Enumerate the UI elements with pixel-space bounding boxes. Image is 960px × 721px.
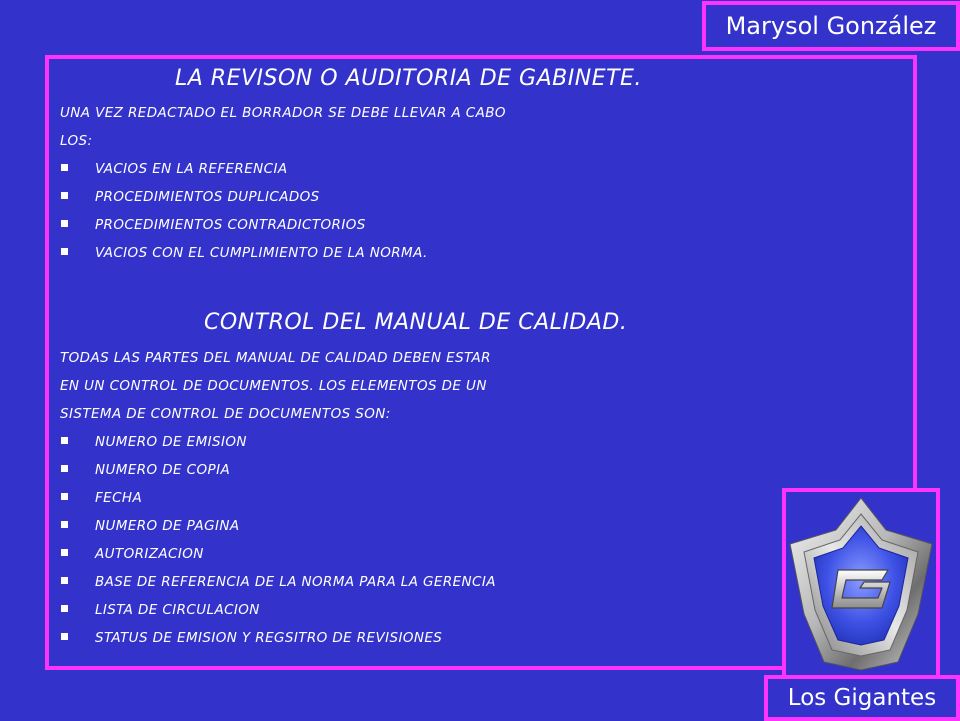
list-item: FECHA [95,490,143,506]
list-item: LISTA DE CIRCULACION [95,602,260,618]
bullet-square-icon [61,437,68,444]
author-name: Marysol González [702,1,960,51]
list-item: STATUS DE EMISION Y REGSITRO DE REVISIONES [95,630,443,646]
list-item: VACIOS EN LA REFERENCIA [95,161,288,177]
bullet-square-icon [61,493,68,500]
bullet-square-icon [61,220,68,227]
bullet-square-icon [61,164,68,171]
list-item: NUMERO DE EMISION [95,434,247,450]
bullet-square-icon [61,549,68,556]
intro-line: SISTEMA DE CONTROL DE DOCUMENTOS SON: [60,406,391,422]
list-item: VACIOS CON EL CUMPLIMIENTO DE LA NORMA. [95,245,428,261]
bullet-square-icon [61,248,68,255]
list-item: NUMERO DE COPIA [95,462,231,478]
bullet-square-icon [61,577,68,584]
list-item: AUTORIZACION [95,546,204,562]
list-item: NUMERO DE PAGINA [95,518,240,534]
section-title-control: CONTROL DEL MANUAL DE CALIDAD. [204,310,628,335]
intro-line: TODAS LAS PARTES DEL MANUAL DE CALIDAD DEBEN ESTAR [60,350,491,366]
brand-name: Los Gigantes [764,675,960,721]
bullet-square-icon [61,192,68,199]
bullet-square-icon [61,465,68,472]
shield-g-logo-icon [786,492,936,678]
intro-line: EN UN CONTROL DE DOCUMENTOS. LOS ELEMENTOS DE UN [60,378,487,394]
bullet-square-icon [61,521,68,528]
list-item: PROCEDIMIENTOS DUPLICADOS [95,189,320,205]
section-title-revision: LA REVISON O AUDITORIA DE GABINETE. [175,66,642,91]
bullet-square-icon [61,605,68,612]
intro-line: UNA VEZ REDACTADO EL BORRADOR SE DEBE LLEVAR A CABO [60,105,506,121]
bullet-square-icon [61,633,68,640]
intro-line: LOS: [60,133,93,149]
list-item: PROCEDIMIENTOS CONTRADICTORIOS [95,217,366,233]
list-item: BASE DE REFERENCIA DE LA NORMA PARA LA GERENCIA [95,574,496,590]
logo-panel [782,488,940,682]
